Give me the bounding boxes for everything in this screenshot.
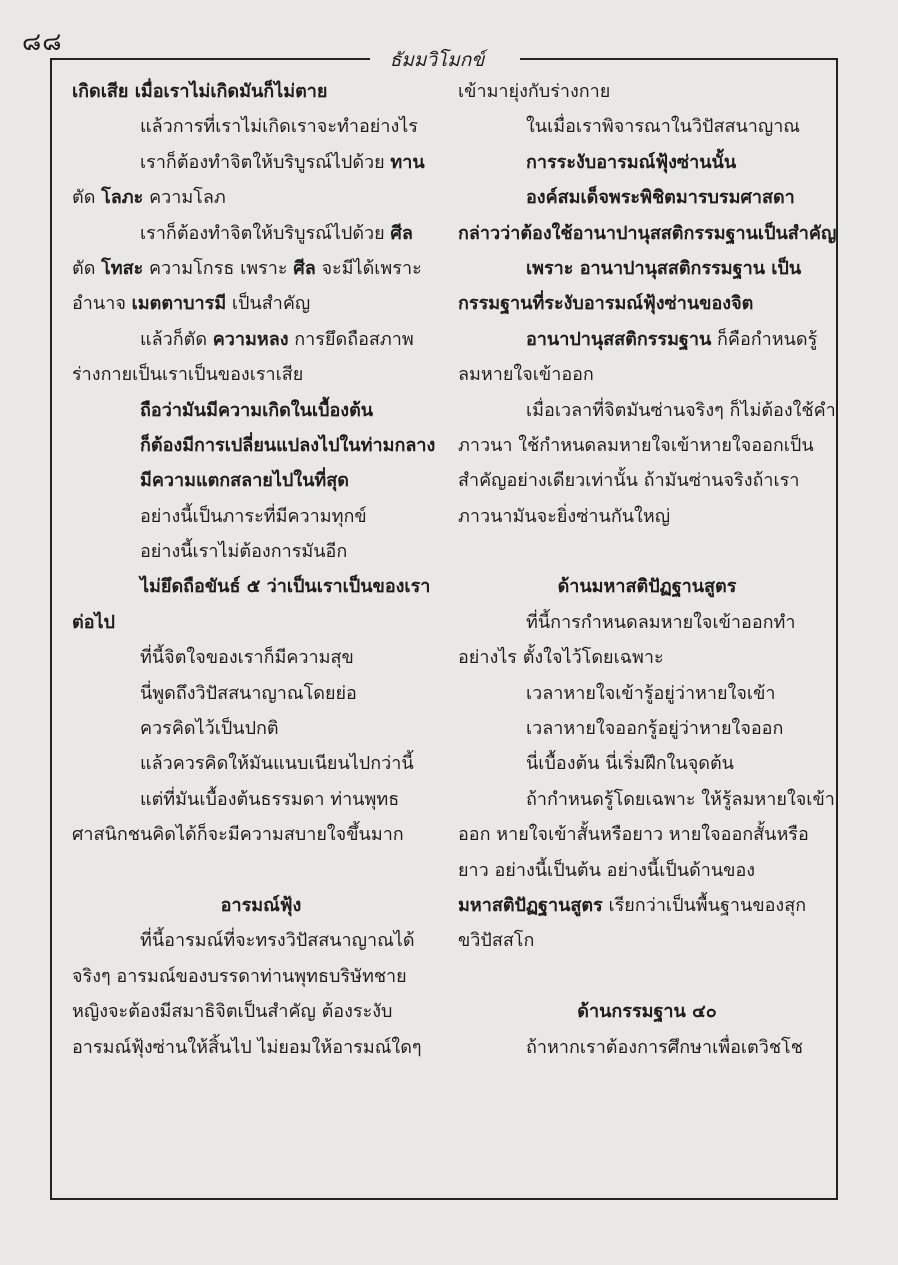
text-run: จะมีได้เพราะ [315,257,422,279]
text-run: ลมหายใจเข้าออก [458,364,594,386]
text-line [72,569,450,604]
bold-text: มีความแตกสลายไปในที่สุด [140,470,349,492]
text-line [458,640,836,675]
text-run: เราก็ต้องทำจิตให้บริบูรณ์ไปด้วย [140,151,391,173]
text-line [72,463,450,498]
bold-text: ต่อไป [72,611,115,633]
text-line [458,923,836,958]
bold-text: ถือว่ามันมีความเกิดในเบื้องต้น [140,399,374,421]
text-run: ถ้าหากเราต้องการศึกษาเพื่อเตวิชโช [526,1036,803,1058]
text-line [458,251,836,286]
text-line [72,817,450,852]
text-line [72,676,450,711]
page-number: ๘๘ [22,27,63,56]
text-run: เวลาหายใจเข้ารู้อยู่ว่าหายใจเข้า [526,682,776,704]
text-line [72,145,450,180]
bold-text: โทสะ [101,257,144,279]
text-line [458,463,836,498]
paragraph-gap [458,959,836,994]
text-line [72,782,450,817]
text-line [458,180,836,215]
text-run: แล้วการที่เราไม่เกิดเราจะทำอย่างไร [140,116,418,138]
text-run: ที่นี้อารมณ์ที่จะทรงวิปัสสนาญาณได้ [140,930,415,952]
text-run: อำนาจ [72,293,132,315]
bold-text: ไม่ยึดถือขันธ์ ๕ ว่าเป็นเราเป็นของเรา [140,576,431,598]
text-run: ขวิปัสสโก [458,930,535,952]
bold-text: เกิดเสีย เมื่อเราไม่เกิดมันก็ไม่ตาย [72,81,328,102]
text-run: เป็นสำคัญ [226,293,311,315]
bold-text: เพราะ อานาปานุสสติกรรมฐาน เป็น [526,257,802,279]
text-run: ความโลภ [143,187,226,209]
text-line [458,817,836,852]
bold-text: ความหลง [212,328,289,350]
text-run: นี่พูดถึงวิปัสสนาญาณโดยย่อ [140,682,357,704]
text-run: ตัด [72,187,102,209]
text-line [72,640,450,675]
text-line [72,286,450,321]
text-run: ความโกรธ เพราะ [143,257,294,279]
text-run: ตัด [72,257,102,279]
text-line [72,746,450,781]
paragraph-gap [458,534,836,569]
text-run: ถ้ากำหนดรู้โดยเฉพาะ ให้รู้ลมหายใจเข้า [526,788,835,810]
section-heading [72,888,450,923]
text-line [458,499,836,534]
text-run: แล้วก็ตัด [140,328,213,350]
text-line [458,428,836,463]
bold-text: กรรมฐานที่ระงับอารมณ์ฟุ้งซ่านของจิต [458,293,754,315]
bold-text: การระงับอารมณ์ฟุ้งซ่านนั้น [526,151,737,173]
text-run: แล้วควรคิดให้มันแนบเนียนไปกว่านี้ [140,753,414,775]
text-line [72,499,450,534]
bold-text: ด้านกรรมฐาน ๔๐ [577,1001,717,1023]
text-line [72,322,450,357]
bold-text: ทาน [390,151,425,173]
text-run: แต่ที่มันเบื้องต้นธรรมดา ท่านพุทธ [140,788,400,810]
text-line [458,746,836,781]
text-line [458,109,836,144]
text-run: ภาวนา ใช้กำหนดลมหายใจเข้าหายใจออกเป็น [458,434,814,456]
text-line [72,605,450,640]
text-line [458,145,836,180]
text-run: อย่างไร ตั้งใจไว้โดยเฉพาะ [458,647,664,669]
text-line [72,959,450,994]
text-line [458,853,836,888]
text-line [72,923,450,958]
text-run: เมื่อเวลาที่จิตมันซ่านจริงๆ ก็ไม่ต้องใช้คำ [526,399,836,421]
bold-text: ศีล [293,257,316,279]
text-line [458,888,836,923]
text-run: ในเมื่อเราพิจารณาในวิปัสสนาญาณ [526,116,800,138]
paragraph-gap [72,853,450,888]
text-line [72,109,450,144]
text-line [72,180,450,215]
bold-text: องค์สมเด็จพระพิชิตมารบรมศาสดา [526,187,795,209]
text-run: หญิงจะต้องมีสมาธิจิตเป็นสำคัญ ต้องระงับ [72,1001,393,1023]
bold-text: อานาปานุสสติกรรมฐาน [526,328,712,350]
text-run: สำคัญอย่างเดียวเท่านั้น ถ้ามันซ่านจริงถ้าเรา [458,470,800,492]
bold-text: อารมณ์ฟุ้ง [220,894,302,916]
text-run: เข้ามายุ่งกับร่างกาย [458,81,611,102]
section-heading [458,994,836,1029]
bold-text: ศีล [390,222,413,244]
text-run: อย่างนี้เราไม่ต้องการมันอีก [140,541,348,563]
text-line [72,711,450,746]
text-run: ร่างกายเป็นเราเป็นของเราเสีย [72,364,304,386]
bold-text: ด้านมหาสติปัฏฐานสูตร [557,576,737,598]
left-column [72,74,450,1065]
text-line [72,428,450,463]
text-run: ควรคิดไว้เป็นปกติ [140,718,279,740]
text-run: การยึดถือสภาพ [288,328,414,350]
text-line [458,1030,836,1065]
text-line [72,216,450,251]
text-run: ศาสนิกชนคิดได้ก็จะมีความสบายใจขึ้นมาก [72,824,404,846]
text-line [72,251,450,286]
text-run: เวลาหายใจออกรู้อยู่ว่าหายใจออก [526,718,784,740]
text-line [458,676,836,711]
text-line [458,74,836,109]
text-run: อารมณ์ฟุ้งซ่านให้สิ้นไป ไม่ยอมให้อารมณ์ใดๆ [72,1036,422,1058]
text-line [458,357,836,392]
text-line [72,393,450,428]
text-line [458,711,836,746]
text-line [72,534,450,569]
text-line [72,1030,450,1065]
text-run: ก็คือกำหนดรู้ [711,328,818,350]
text-line [458,605,836,640]
text-run: ที่นี้การกำหนดลมหายใจเข้าออกทำ [526,611,796,633]
text-line [458,286,836,321]
text-run: ออก หายใจเข้าสั้นหรือยาว หายใจออกสั้นหรือ [458,824,809,846]
bold-text: กล่าวว่าต้องใช้อานาปานุสสติกรรมฐานเป็นสำคัญ [458,222,836,244]
text-line [72,994,450,1029]
text-run: นี่เบื้องต้น นี่เริ่มฝึกในจุดต้น [526,753,734,775]
bold-text: โลภะ [101,187,144,209]
text-line [458,782,836,817]
bold-text: ก็ต้องมีการเปลี่ยนแปลงไปในท่ามกลาง [140,434,436,456]
section-heading [458,569,836,604]
text-line [72,357,450,392]
right-column [458,74,836,1065]
text-line [458,322,836,357]
text-run: อย่างนี้เป็นภาระที่มีความทุกข์ [140,505,367,527]
running-head: ธัมมวิโมกข์ [389,49,485,71]
bold-text: เมตตาบารมี [131,293,227,315]
text-line [458,393,836,428]
text-line [458,216,836,251]
text-run: ภาวนามันจะยิ่งซ่านกันใหญ่ [458,505,671,527]
bold-text: มหาสติปัฏฐานสูตร [458,894,603,916]
text-run: เรียกว่าเป็นพื้นฐานของสุก [602,894,807,916]
text-run: เราก็ต้องทำจิตให้บริบูรณ์ไปด้วย [140,222,391,244]
text-run: ยาว อย่างนี้เป็นต้น อย่างนี้เป็นด้านของ [458,859,756,881]
text-line [72,74,450,109]
text-run: จริงๆ อารมณ์ของบรรดาท่านพุทธบริษัทชาย [72,965,407,987]
text-run: ที่นี้จิตใจของเราก็มีความสุข [140,647,354,669]
